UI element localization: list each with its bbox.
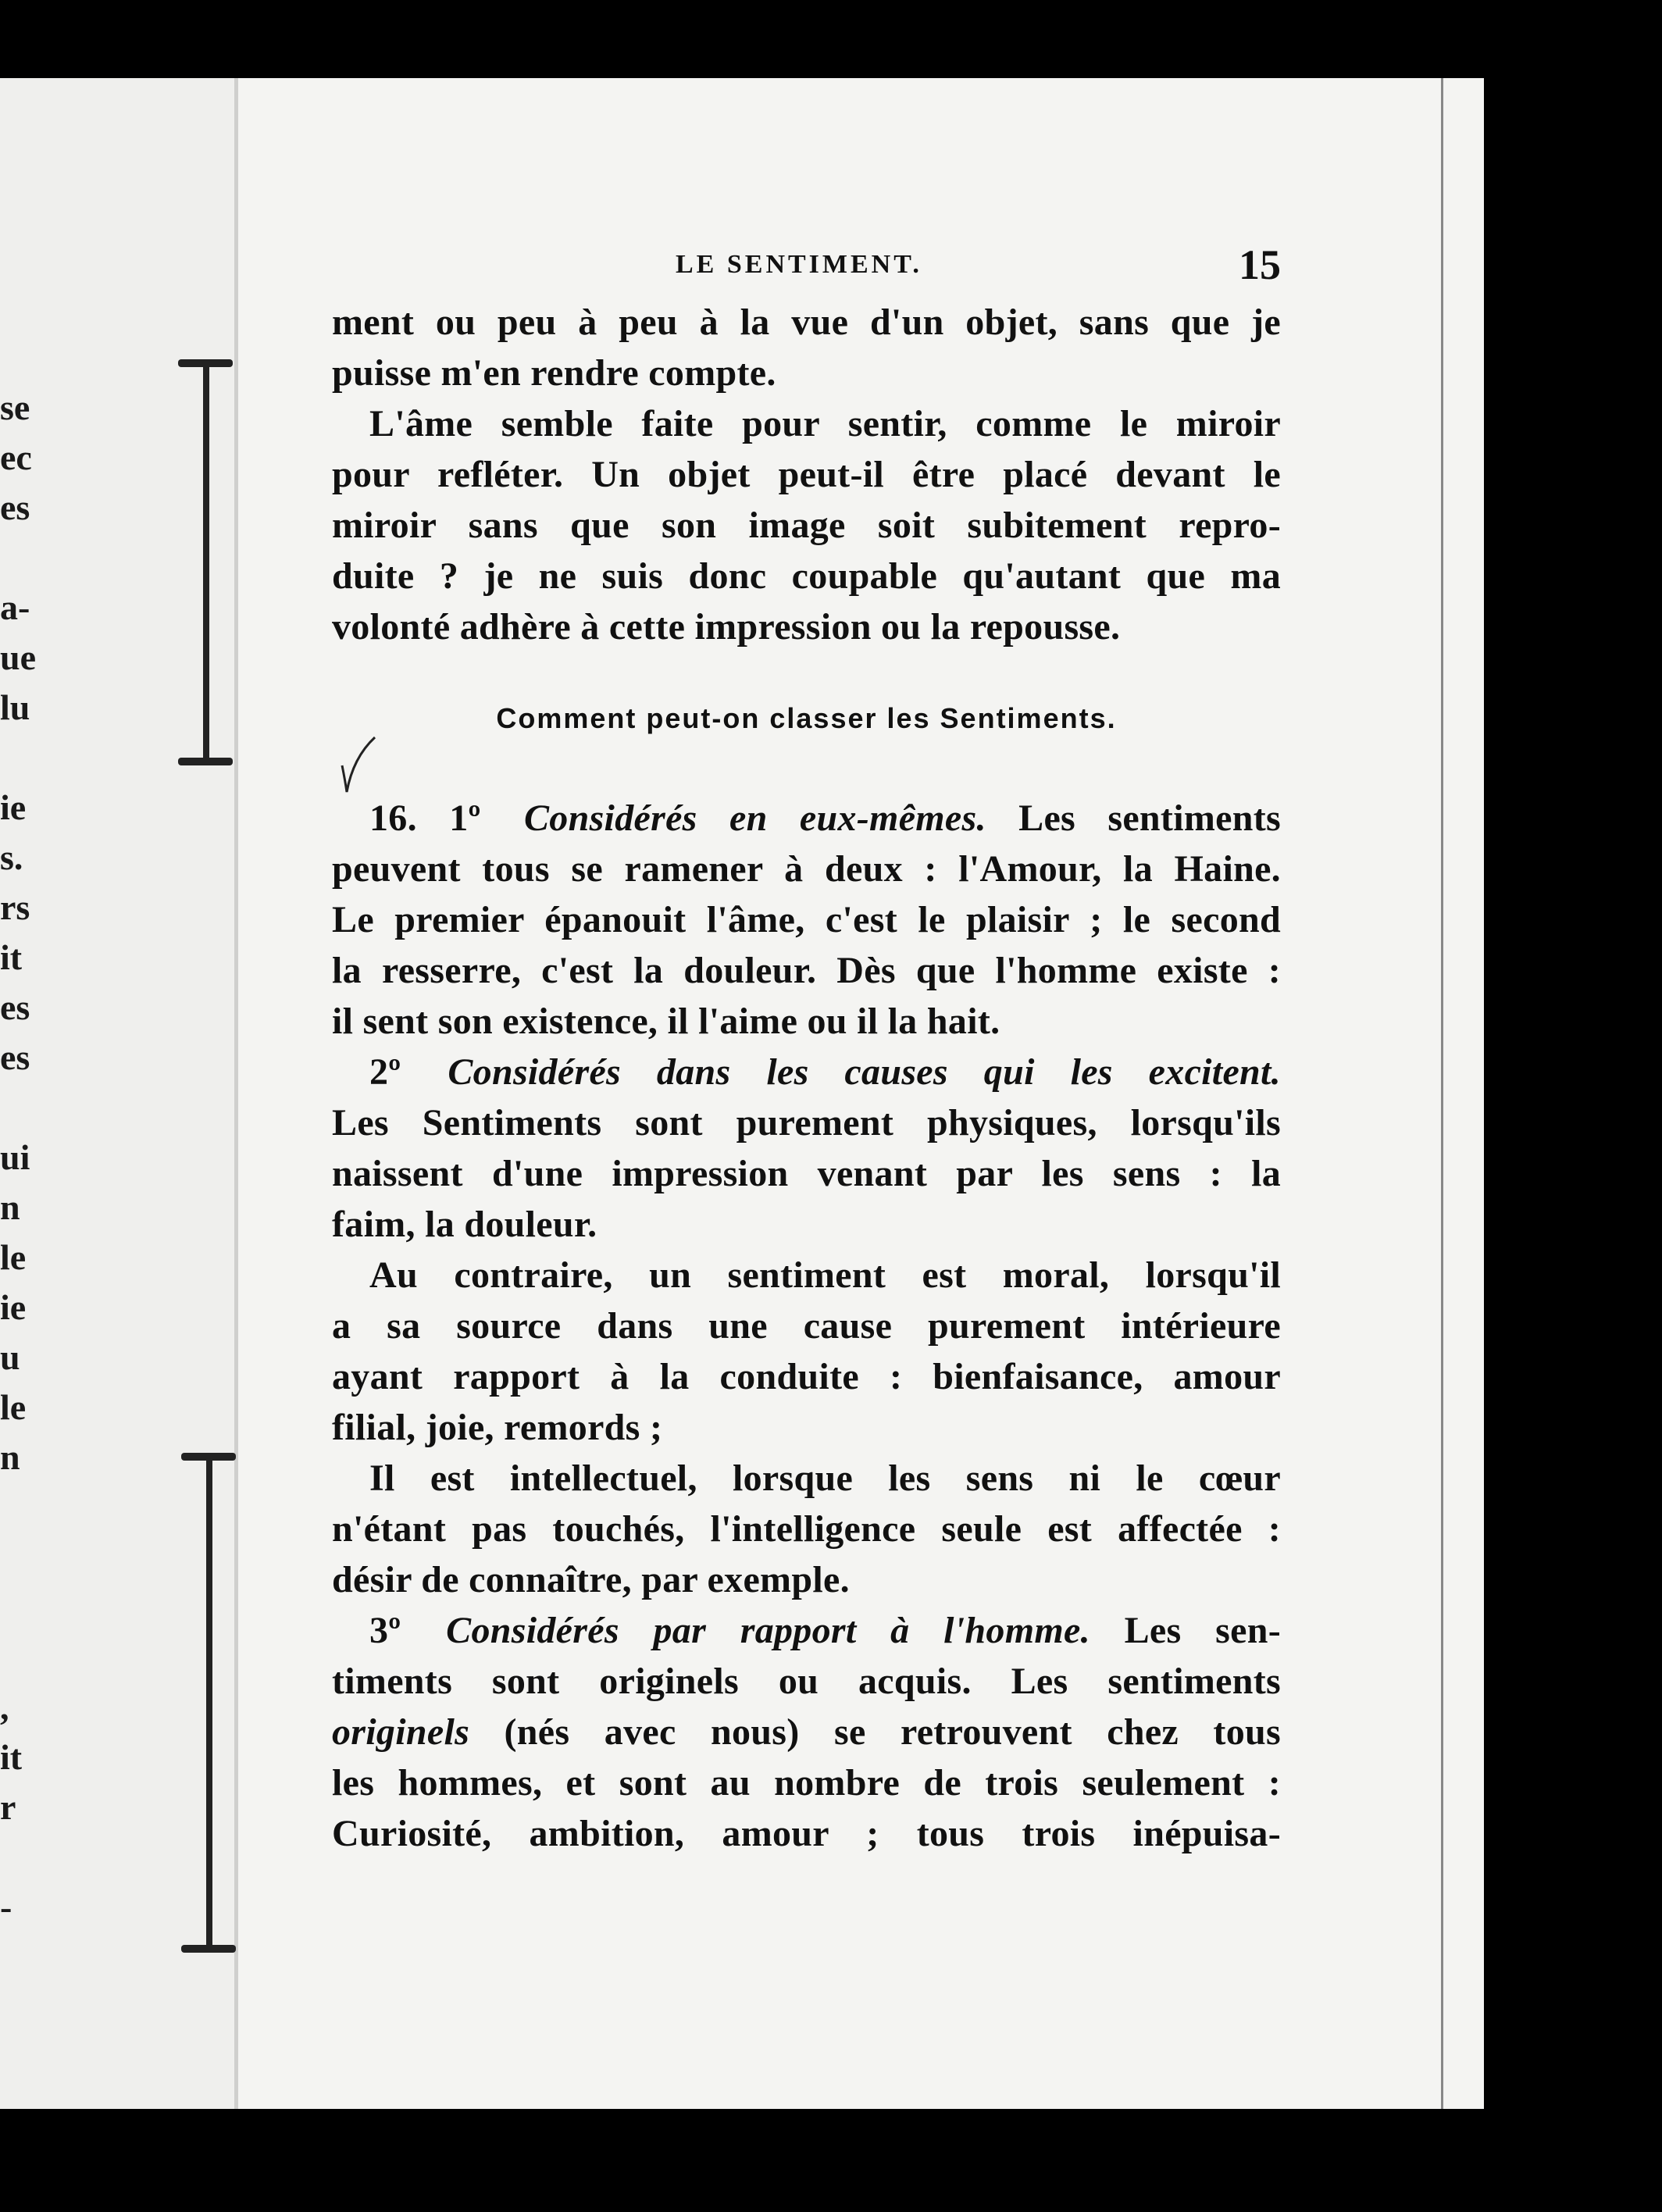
scanned-page [0,78,1484,2109]
previous-page-fragment: it [0,937,23,977]
previous-page-fragment [0,733,62,783]
text-line [332,1047,1281,1097]
text-line: L'âme semble faite pour sentir, comme le miroir [369,403,1281,444]
italic-lead: Considérés par rapport à l'homme. [446,1610,1090,1651]
text-line [332,1707,1281,1757]
text-line: naissent d'une impression venant par les sens : la [332,1153,1281,1194]
point-2 [332,1047,1281,1250]
point-number: 3º [369,1610,401,1651]
previous-page-fragment [0,1582,62,1632]
previous-page-fragment: u [0,1337,20,1377]
point-3 [332,1605,1281,1859]
previous-page-fragment: lu [0,687,30,727]
page-edge-line [1441,78,1443,2109]
previous-page-fragment: r [0,1787,16,1827]
text-line: Les Sentiments sont purement physiques, lorsqu'ils [332,1102,1281,1143]
text-line: a sa source dans une cause purement intérieure [332,1305,1281,1347]
text-line: duite ? je ne suis donc coupable qu'autant que ma [332,555,1281,597]
text-line: ayant rapport à la conduite : bienfaisance, amour [332,1356,1281,1397]
text-line: Il est intellectuel, lorsque les sens ni le cœur [369,1457,1281,1499]
italic-word: originels [332,1711,470,1753]
running-head [332,234,1281,297]
line-rest: (nés avec nous) se retrouvent chez tous [504,1711,1281,1753]
text-line: timents sont originels ou acquis. Les sentiments [332,1661,1281,1702]
line-rest: Les sen- [1124,1610,1281,1651]
paragraph-intellectual [332,1453,1281,1605]
previous-page-fragment: - [0,1887,12,1927]
previous-page-fragment: es [0,987,30,1027]
previous-page-fragment: rs [0,887,30,927]
previous-page-fragment: , [0,1687,9,1727]
point-number: 2º [369,1051,401,1093]
text-line: il sent son existence, il l'aime ou il la hait. [332,1001,1000,1042]
previous-page-fragment [0,533,62,583]
section-16 [332,793,1281,1047]
page-number: 15 [1239,241,1281,288]
binding-clip-top [170,359,241,765]
text-line: la resserre, c'est la douleur. Dès que l'homme existe : [332,950,1281,991]
text-line: puisse m'en rendre compte. [332,352,776,394]
text-line: Curiosité, ambition, amour ; tous trois inépuisa- [332,1813,1281,1854]
text-line: les hommes, et sont au nombre de trois seulement : [332,1762,1281,1803]
section-heading: Comment peut-on classer les Sentiments. [496,702,1117,734]
previous-page-fragment [0,1832,62,1882]
previous-page-fragment: le [0,1387,27,1427]
previous-page-fragment: a- [0,587,30,627]
section-number: 16. 1º [369,797,481,839]
text-line [332,1605,1281,1656]
previous-page-fragment: es [0,487,30,527]
previous-page-fragment: it [0,1737,23,1777]
text-line: peuvent tous se ramener à deux : l'Amour, la Haine. [332,848,1281,890]
previous-page-fragment: ec [0,437,32,477]
previous-page-fragment: es [0,1037,30,1077]
previous-page-fragment [0,1532,62,1582]
text-line: volonté adhère à cette impression ou la repousse. [332,606,1121,648]
text-line: ment ou peu à peu à la vue d'un objet, sans que je [332,301,1281,343]
previous-page-fragment: n [0,1187,20,1227]
text-line: n'étant pas touchés, l'intelligence seule est affectée : [332,1508,1281,1550]
text-column [332,234,1281,1859]
text-line: pour refléter. Un objet peut-il être placé devant le [332,454,1281,495]
paragraph-moral [332,1250,1281,1453]
text-line: miroir sans que son image soit subitement repro- [332,505,1281,546]
paragraph-continuation [332,297,1281,398]
previous-page-fragment: ui [0,1137,30,1177]
text-line [332,793,1281,844]
italic-lead: Considérés en eux-mêmes. [523,797,986,839]
text-line: Le premier épanouit l'âme, c'est le plaisir ; le second [332,899,1281,940]
previous-page-fragment [0,1482,62,1532]
previous-page-fragment: s. [0,837,23,877]
previous-page-fragment: ie [0,787,27,827]
previous-page-fragment [0,1083,62,1133]
previous-page-fragment: n [0,1437,20,1477]
italic-lead: Considérés dans les causes qui les excitent. [448,1051,1281,1093]
line-rest: Les sentiments [1018,797,1281,839]
text-line: faim, la douleur. [332,1204,597,1245]
previous-page-fragments [0,383,62,1932]
running-title: LE SENTIMENT. [676,250,922,279]
text-line: filial, joie, remords ; [332,1407,663,1448]
previous-page-fragment [0,1632,62,1682]
binding-clip-bottom [173,1453,244,1953]
previous-page-fragment: le [0,1237,27,1277]
text-line: Au contraire, un sentiment est moral, lorsqu'il [369,1254,1281,1296]
previous-page-fragment: ie [0,1287,27,1327]
text-line: désir de connaître, par exemple. [332,1559,850,1600]
previous-page-fragment: se [0,387,30,427]
paragraph-ame [332,398,1281,652]
previous-page-fragment: ue [0,637,36,677]
